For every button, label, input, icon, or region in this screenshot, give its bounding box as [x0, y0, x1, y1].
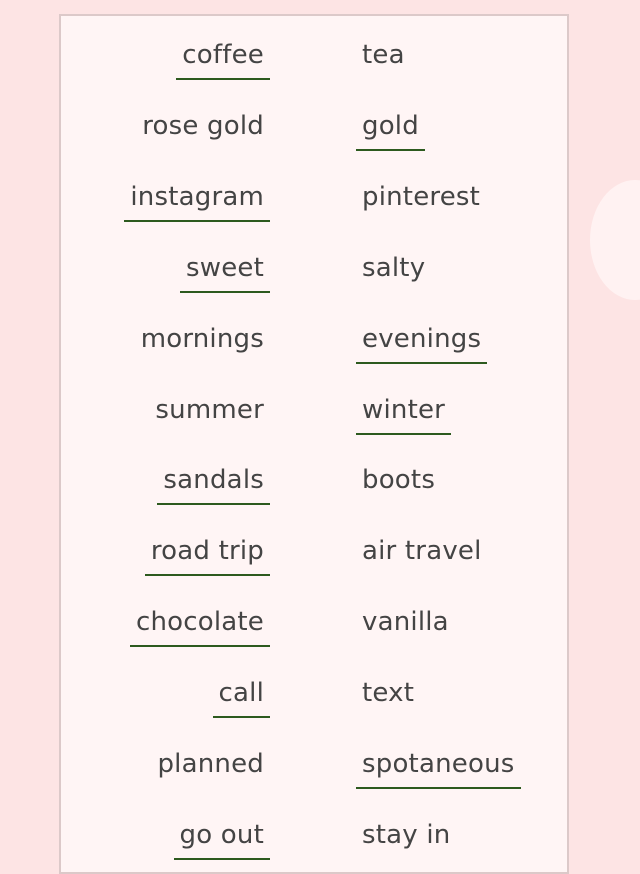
right-option: winter	[362, 394, 446, 425]
pair-row	[61, 172, 567, 222]
this-or-that-card	[59, 14, 569, 874]
selection-underline	[124, 220, 270, 222]
left-option: chocolate	[135, 607, 264, 638]
right-option: air travel	[362, 536, 482, 567]
pair-row	[61, 314, 567, 364]
right-option: spotaneous	[362, 749, 515, 779]
pair-row	[61, 810, 567, 860]
selection-underline	[174, 858, 270, 860]
selection-underline	[356, 433, 451, 435]
pair-row	[61, 385, 567, 435]
left-option: planned	[157, 749, 264, 779]
selection-underline	[180, 291, 270, 293]
pair-row	[61, 597, 567, 647]
left-option: sweet	[186, 252, 264, 283]
selection-underline	[213, 716, 270, 718]
right-option: evenings	[362, 323, 482, 354]
left-option: mornings	[140, 323, 264, 354]
pair-row	[61, 526, 567, 576]
left-option: road trip	[150, 536, 264, 567]
pair-row	[61, 101, 567, 151]
pair-row	[61, 668, 567, 718]
right-option: stay in	[362, 819, 451, 850]
pair-row	[61, 739, 567, 789]
right-option: gold	[362, 110, 419, 141]
selection-underline	[176, 78, 270, 80]
left-option: instagram	[130, 181, 264, 212]
selection-underline	[157, 503, 270, 505]
selection-underline	[356, 787, 521, 789]
left-option: sandals	[163, 465, 264, 496]
pair-row	[61, 243, 567, 293]
pair-row	[61, 455, 567, 505]
left-option: coffee	[182, 40, 264, 70]
left-option: summer	[155, 394, 264, 425]
left-option: rose gold	[142, 110, 264, 141]
right-option: text	[362, 678, 415, 709]
selection-underline	[356, 362, 487, 364]
background-decoration	[590, 180, 640, 300]
selection-underline	[145, 574, 270, 576]
right-option: boots	[362, 465, 436, 496]
right-option: salty	[362, 252, 426, 283]
left-option: call	[218, 678, 264, 709]
right-option: tea	[362, 40, 405, 70]
pair-row	[61, 30, 567, 80]
selection-underline	[130, 645, 270, 647]
left-option: go out	[179, 819, 264, 850]
right-option: vanilla	[362, 607, 449, 638]
right-option: pinterest	[362, 181, 481, 212]
selection-underline	[356, 149, 425, 151]
